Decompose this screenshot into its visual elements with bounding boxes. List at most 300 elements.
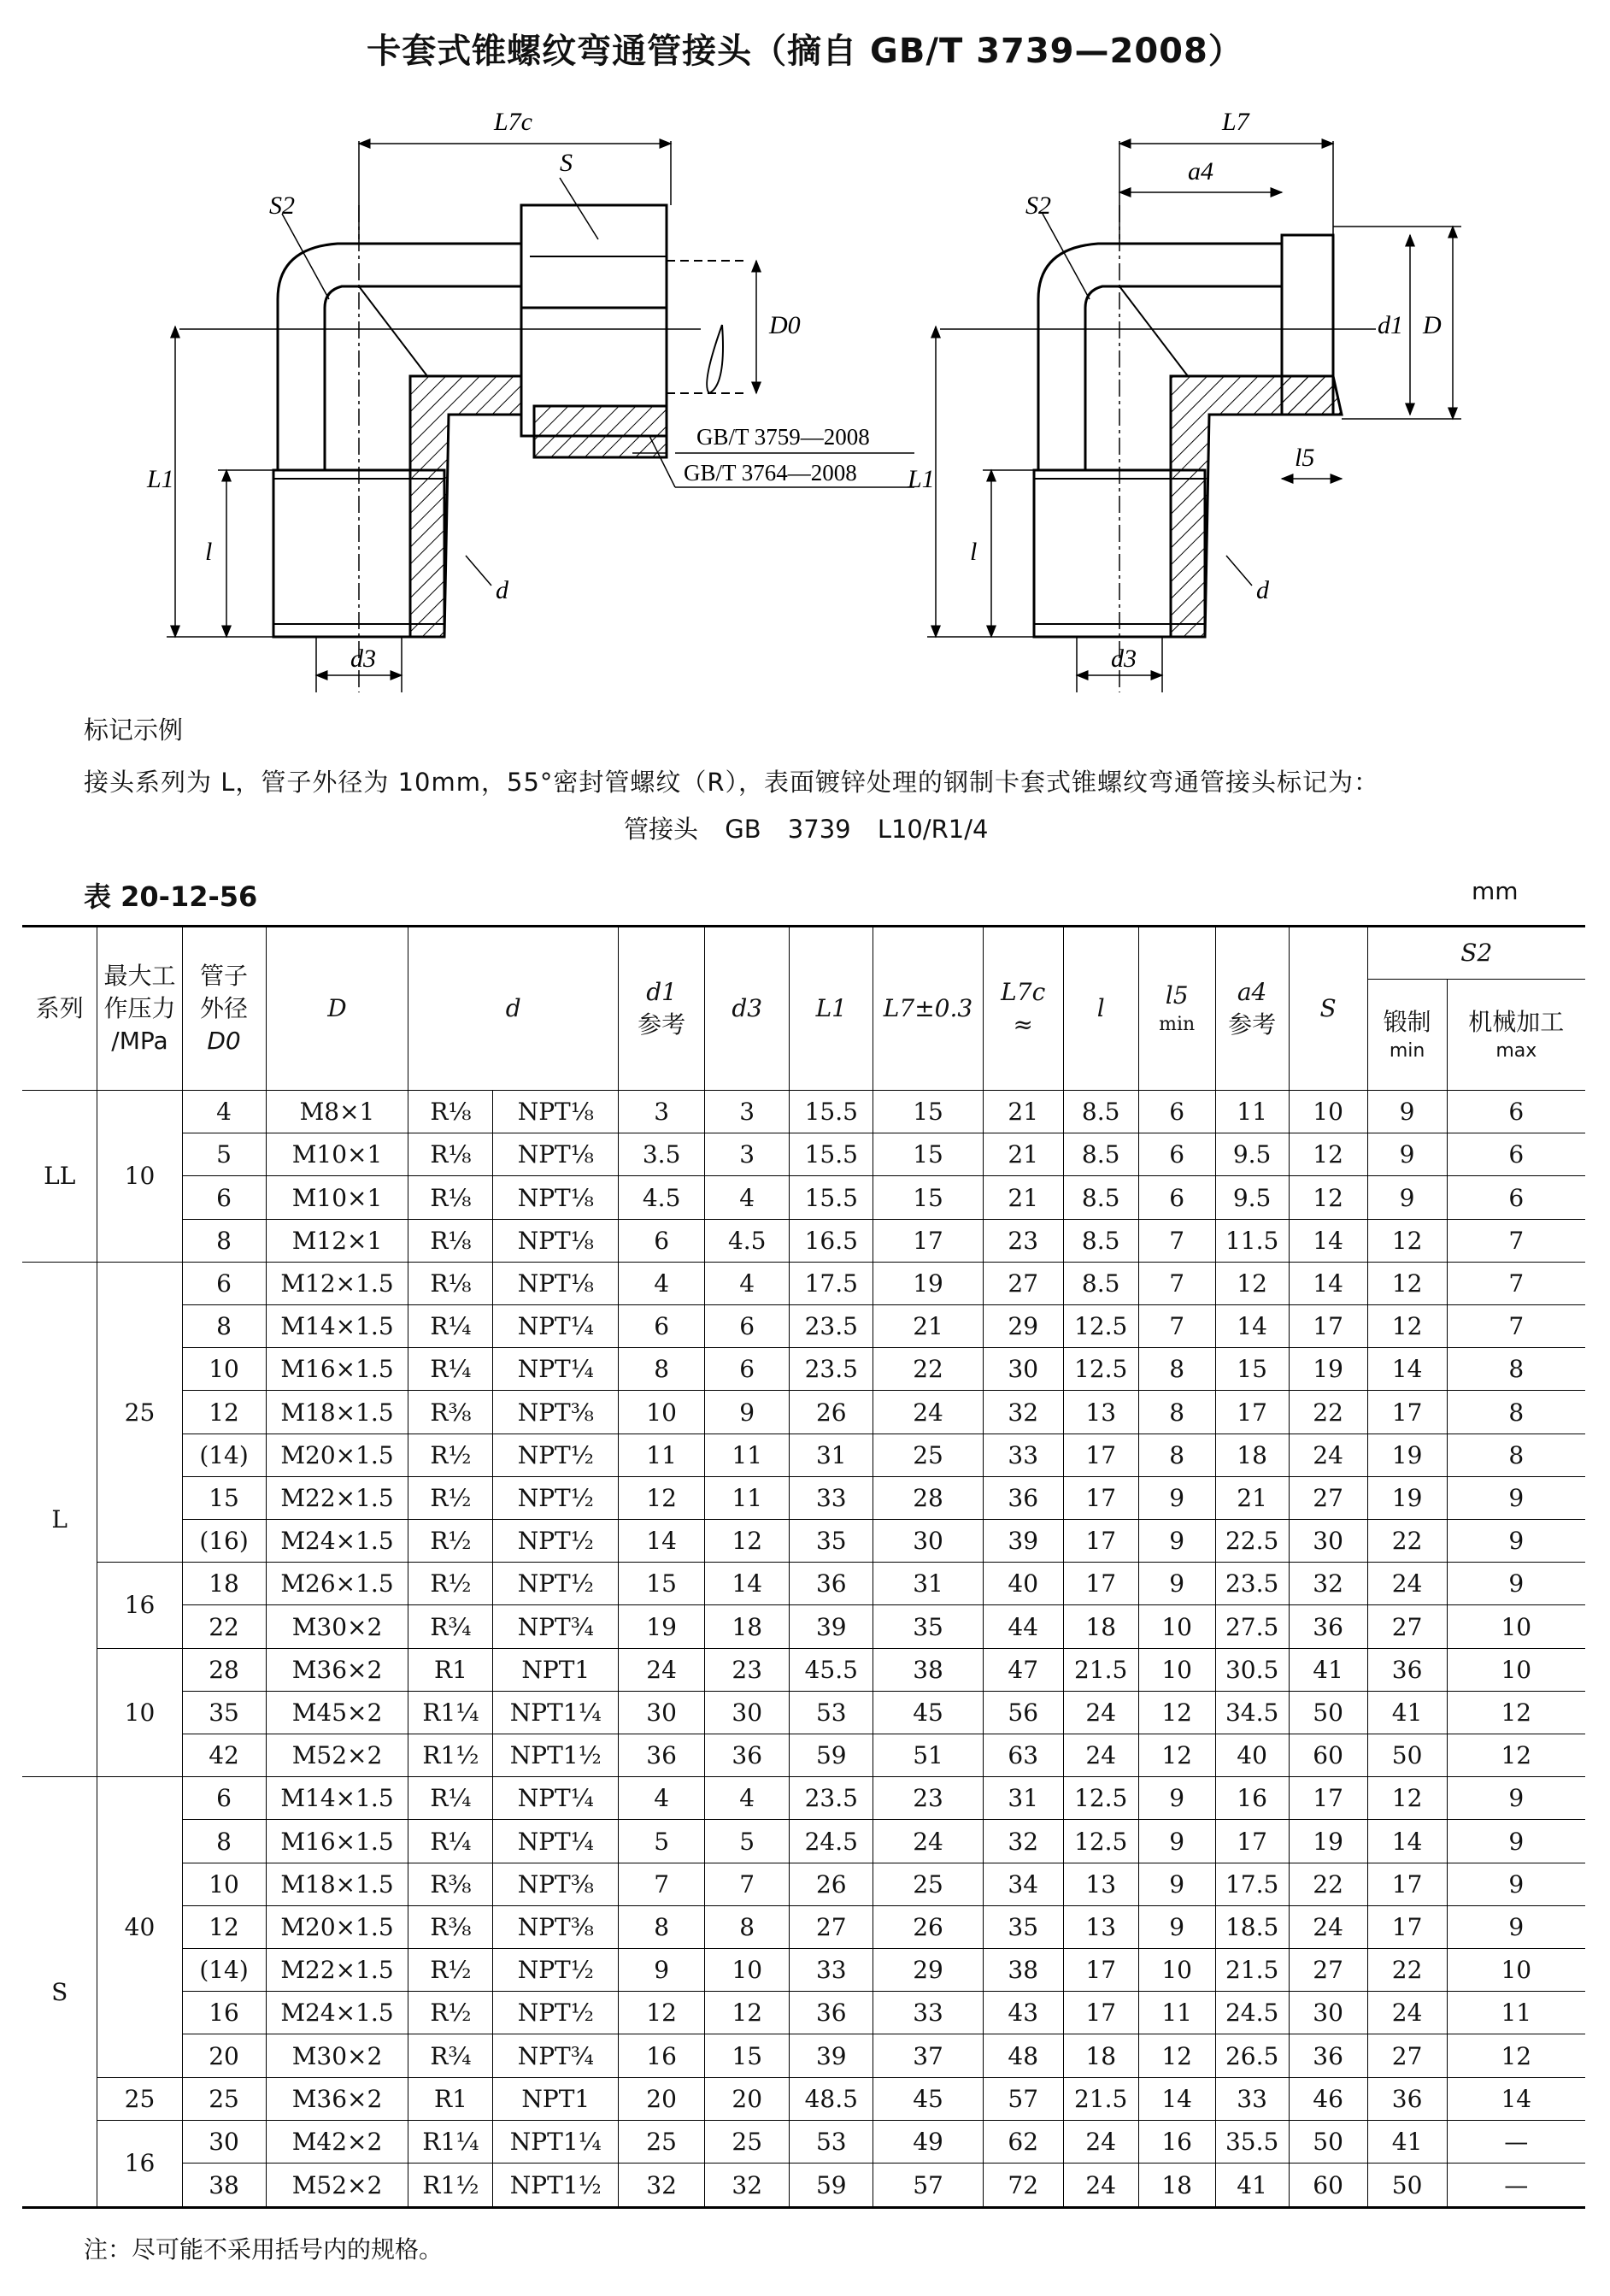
- cell-S: 30: [1289, 1992, 1367, 2034]
- cell-L1: 36: [790, 1992, 873, 2034]
- cell-l: 21.5: [1063, 2077, 1138, 2120]
- label-l7: L7: [1222, 108, 1249, 136]
- cell-d1: 9: [619, 1949, 705, 1992]
- cell-S2_forged: 9: [1367, 1176, 1447, 1219]
- pressure-cell: 25: [97, 1262, 182, 1562]
- cell-L7: 30: [873, 1520, 983, 1563]
- cell-a4: 23.5: [1215, 1563, 1289, 1605]
- cell-L7c: 40: [983, 1563, 1063, 1605]
- cell-a4: 18.5: [1215, 1905, 1289, 1948]
- cell-l5: 10: [1138, 1605, 1215, 1648]
- table-row: [22, 1820, 1585, 1863]
- cell-l: 8.5: [1063, 1176, 1138, 1219]
- cell-l: 12.5: [1063, 1820, 1138, 1863]
- cell-D: M20×1.5: [266, 1905, 408, 1948]
- cell-d_r: R1¼: [408, 1691, 493, 1734]
- cell-od: 5: [182, 1133, 266, 1176]
- table-header: [22, 927, 1585, 1091]
- cell-a4: 41: [1215, 2164, 1289, 2208]
- cell-d_r: R½: [408, 1992, 493, 2034]
- cell-d3: 15: [705, 2034, 790, 2077]
- cell-od: 10: [182, 1348, 266, 1391]
- cell-d_npt: NPT¼: [493, 1820, 619, 1863]
- header-s2-machined: 机械加工 max: [1447, 980, 1585, 1091]
- label-d3-right: d3: [1111, 645, 1137, 673]
- cell-L7c: 21: [983, 1133, 1063, 1176]
- cell-d_npt: NPT⅛: [493, 1176, 619, 1219]
- cell-L1: 23.5: [790, 1305, 873, 1348]
- cell-S: 30: [1289, 1520, 1367, 1563]
- cell-d_npt: NPT¾: [493, 2034, 619, 2077]
- cell-S2_forged: 14: [1367, 1820, 1447, 1863]
- cell-l: 13: [1063, 1391, 1138, 1434]
- cell-d3: 7: [705, 1863, 790, 1905]
- cell-L1: 59: [790, 1734, 873, 1777]
- cell-d_r: R⅜: [408, 1863, 493, 1905]
- cell-L1: 59: [790, 2164, 873, 2208]
- cell-l: 18: [1063, 1605, 1138, 1648]
- header-s2: S2: [1367, 927, 1585, 980]
- table-row: [22, 1176, 1585, 1219]
- cell-d_r: R½: [408, 1949, 493, 1992]
- label-l-right: l: [970, 538, 978, 566]
- cell-a4: 21.5: [1215, 1949, 1289, 1992]
- footnote: 注：尽可能不采用括号内的规格。: [84, 2235, 444, 2264]
- cell-od: 35: [182, 1691, 266, 1734]
- cell-a4: 27.5: [1215, 1605, 1289, 1648]
- cell-d1: 4: [619, 1262, 705, 1304]
- pressure-cell: 10: [97, 1091, 182, 1263]
- cell-L7c: 56: [983, 1691, 1063, 1734]
- cell-S2_machined: 9: [1447, 1777, 1585, 1820]
- cell-S: 24: [1289, 1434, 1367, 1476]
- cell-d_npt: NPT½: [493, 1434, 619, 1476]
- table-row: [22, 2164, 1585, 2208]
- cell-L7c: 21: [983, 1176, 1063, 1219]
- table-row: [22, 1905, 1585, 1948]
- cell-d3: 10: [705, 1949, 790, 1992]
- cell-S2_forged: 19: [1367, 1476, 1447, 1519]
- cell-L7: 45: [873, 1691, 983, 1734]
- cell-L7c: 39: [983, 1520, 1063, 1563]
- cell-od: 16: [182, 1992, 266, 2034]
- label-std-3764: GB/T 3764—2008: [684, 460, 857, 486]
- cell-D: M14×1.5: [266, 1777, 408, 1820]
- cell-l5: 10: [1138, 1949, 1215, 1992]
- cell-l: 24: [1063, 1734, 1138, 1777]
- cell-L7c: 43: [983, 1992, 1063, 2034]
- cell-d_npt: NPT1: [493, 1648, 619, 1691]
- cell-S2_forged: 14: [1367, 1348, 1447, 1391]
- cell-d_npt: NPT¾: [493, 1605, 619, 1648]
- cell-d3: 4: [705, 1262, 790, 1304]
- cell-l5: 12: [1138, 2034, 1215, 2077]
- cell-l5: 9: [1138, 1520, 1215, 1563]
- table-row: [22, 1091, 1585, 1133]
- label-l1-right: L1: [908, 465, 935, 493]
- cell-l: 12.5: [1063, 1348, 1138, 1391]
- cell-S2_forged: 12: [1367, 1305, 1447, 1348]
- cell-od: 8: [182, 1219, 266, 1262]
- cell-a4: 9.5: [1215, 1176, 1289, 1219]
- cell-d_r: R⅜: [408, 1905, 493, 1948]
- cell-L7: 25: [873, 1863, 983, 1905]
- table-body: [22, 1091, 1585, 2208]
- cell-S: 10: [1289, 1091, 1367, 1133]
- cell-S2_machined: 12: [1447, 1691, 1585, 1734]
- cell-l5: 7: [1138, 1305, 1215, 1348]
- header-l5: l5 min: [1138, 927, 1215, 1091]
- cell-L1: 27: [790, 1905, 873, 1948]
- cell-d3: 11: [705, 1476, 790, 1519]
- pressure-cell: 25: [97, 2077, 182, 2120]
- cell-od: 15: [182, 1476, 266, 1519]
- cell-l5: 7: [1138, 1262, 1215, 1304]
- cell-S2_forged: 9: [1367, 1091, 1447, 1133]
- cell-S2_forged: 12: [1367, 1219, 1447, 1262]
- cell-l5: 18: [1138, 2164, 1215, 2208]
- cell-d3: 4: [705, 1176, 790, 1219]
- cell-l: 12.5: [1063, 1777, 1138, 1820]
- cell-d_r: R⅛: [408, 1262, 493, 1304]
- cell-d1: 8: [619, 1905, 705, 1948]
- table-row: [22, 1476, 1585, 1519]
- cell-S2_forged: 27: [1367, 2034, 1447, 2077]
- cell-L1: 31: [790, 1434, 873, 1476]
- table-row: [22, 1520, 1585, 1563]
- cell-l5: 6: [1138, 1133, 1215, 1176]
- table-row: [22, 1133, 1585, 1176]
- label-d3-left: d3: [350, 645, 376, 673]
- cell-l5: 16: [1138, 2120, 1215, 2163]
- header-l: l: [1063, 927, 1138, 1091]
- cell-D: M52×2: [266, 2164, 408, 2208]
- cell-d3: 12: [705, 1992, 790, 2034]
- cell-S: 60: [1289, 2164, 1367, 2208]
- cell-S2_machined: 11: [1447, 1992, 1585, 2034]
- cell-S: 50: [1289, 2120, 1367, 2163]
- cell-a4: 11.5: [1215, 1219, 1289, 1262]
- cell-L1: 26: [790, 1863, 873, 1905]
- cell-l5: 9: [1138, 1905, 1215, 1948]
- cell-L7c: 62: [983, 2120, 1063, 2163]
- cell-L7c: 36: [983, 1476, 1063, 1519]
- cell-L1: 16.5: [790, 1219, 873, 1262]
- cell-d3: 4.5: [705, 1219, 790, 1262]
- label-d1: d1: [1378, 311, 1403, 339]
- cell-l: 17: [1063, 1992, 1138, 2034]
- cell-d1: 12: [619, 1992, 705, 2034]
- right-elbow-drawing: [927, 141, 1461, 692]
- cell-S: 36: [1289, 2034, 1367, 2077]
- cell-D: M22×1.5: [266, 1949, 408, 1992]
- cell-d1: 4: [619, 1777, 705, 1820]
- cell-S: 36: [1289, 1605, 1367, 1648]
- cell-od: (16): [182, 1520, 266, 1563]
- cell-od: 12: [182, 1905, 266, 1948]
- cell-d_r: R¼: [408, 1820, 493, 1863]
- cell-L1: 39: [790, 1605, 873, 1648]
- table-row: [22, 1863, 1585, 1905]
- cell-S2_machined: 6: [1447, 1176, 1585, 1219]
- cell-L1: 33: [790, 1476, 873, 1519]
- cell-l5: 9: [1138, 1820, 1215, 1863]
- cell-S2_forged: 12: [1367, 1262, 1447, 1304]
- cell-l5: 9: [1138, 1777, 1215, 1820]
- cell-L7: 24: [873, 1391, 983, 1434]
- fitting-drawing: [0, 77, 1610, 709]
- cell-S: 14: [1289, 1262, 1367, 1304]
- cell-L7: 23: [873, 1777, 983, 1820]
- cell-S2_forged: 22: [1367, 1949, 1447, 1992]
- cell-d1: 16: [619, 2034, 705, 2077]
- pressure-cell: 16: [97, 1563, 182, 1648]
- cell-d_npt: NPT½: [493, 1949, 619, 1992]
- cell-d_npt: NPT⅛: [493, 1262, 619, 1304]
- table-row: [22, 1348, 1585, 1391]
- cell-a4: 22.5: [1215, 1520, 1289, 1563]
- table-row: [22, 1262, 1585, 1304]
- cell-S: 19: [1289, 1820, 1367, 1863]
- cell-d_r: R1: [408, 1648, 493, 1691]
- cell-a4: 24.5: [1215, 1992, 1289, 2034]
- cell-L1: 24.5: [790, 1820, 873, 1863]
- cell-d1: 36: [619, 1734, 705, 1777]
- cell-D: M30×2: [266, 2034, 408, 2077]
- marking-example-heading: 标记示例: [84, 715, 184, 745]
- spec-table: [22, 925, 1585, 2209]
- cell-d3: 30: [705, 1691, 790, 1734]
- cell-L7: 35: [873, 1605, 983, 1648]
- cell-S2_forged: 19: [1367, 1434, 1447, 1476]
- table-row: [22, 1949, 1585, 1992]
- cell-l5: 12: [1138, 1691, 1215, 1734]
- cell-S2_forged: 17: [1367, 1863, 1447, 1905]
- cell-d3: 8: [705, 1905, 790, 1948]
- pressure-cell: 16: [97, 2120, 182, 2207]
- cell-a4: 34.5: [1215, 1691, 1289, 1734]
- cell-d_r: R¾: [408, 2034, 493, 2077]
- cell-S2_machined: 9: [1447, 1476, 1585, 1519]
- cell-L1: 33: [790, 1949, 873, 1992]
- cell-a4: 30.5: [1215, 1648, 1289, 1691]
- table-row: [22, 1691, 1585, 1734]
- cell-d_r: R½: [408, 1434, 493, 1476]
- label-d-outer: D: [1423, 311, 1442, 339]
- cell-L7: 25: [873, 1434, 983, 1476]
- cell-S: 60: [1289, 1734, 1367, 1777]
- cell-S: 22: [1289, 1391, 1367, 1434]
- cell-l: 8.5: [1063, 1262, 1138, 1304]
- cell-L7: 22: [873, 1348, 983, 1391]
- table-row: [22, 1605, 1585, 1648]
- cell-S2_forged: 27: [1367, 1605, 1447, 1648]
- cell-l: 17: [1063, 1476, 1138, 1519]
- cell-a4: 21: [1215, 1476, 1289, 1519]
- cell-d_npt: NPT½: [493, 1563, 619, 1605]
- cell-a4: 18: [1215, 1434, 1289, 1476]
- cell-L1: 45.5: [790, 1648, 873, 1691]
- cell-d_r: R¾: [408, 1605, 493, 1648]
- cell-d_r: R⅛: [408, 1133, 493, 1176]
- cell-S: 27: [1289, 1949, 1367, 1992]
- unit-label: mm: [1472, 877, 1519, 905]
- header-a4: a4 参考: [1215, 927, 1289, 1091]
- header-l1: L1: [790, 927, 873, 1091]
- cell-S2_machined: 9: [1447, 1820, 1585, 1863]
- cell-l: 13: [1063, 1863, 1138, 1905]
- cell-S: 22: [1289, 1863, 1367, 1905]
- label-d-left: d: [496, 576, 508, 604]
- cell-S2_forged: 17: [1367, 1391, 1447, 1434]
- cell-S2_machined: 10: [1447, 1605, 1585, 1648]
- cell-a4: 14: [1215, 1305, 1289, 1348]
- cell-d1: 3: [619, 1091, 705, 1133]
- header-s2-forged: 锻制 min: [1367, 980, 1447, 1091]
- marking-example-text: 接头系列为 L，管子外径为 10mm，55°密封管螺纹（R），表面镀锌处理的钢制卡套式锥螺纹弯通管接头标记为：: [84, 768, 1380, 797]
- cell-d_npt: NPT1¼: [493, 2120, 619, 2163]
- cell-S2_machined: 7: [1447, 1262, 1585, 1304]
- cell-a4: 17: [1215, 1391, 1289, 1434]
- cell-L7c: 63: [983, 1734, 1063, 1777]
- cell-D: M14×1.5: [266, 1305, 408, 1348]
- cell-d_npt: NPT¼: [493, 1777, 619, 1820]
- cell-S2_machined: 14: [1447, 2077, 1585, 2120]
- cell-d3: 9: [705, 1391, 790, 1434]
- cell-L7c: 34: [983, 1863, 1063, 1905]
- cell-d_r: R½: [408, 1520, 493, 1563]
- cell-L7c: 44: [983, 1605, 1063, 1648]
- label-l5: l5: [1295, 444, 1315, 472]
- cell-d_npt: NPT½: [493, 1520, 619, 1563]
- cell-a4: 17.5: [1215, 1863, 1289, 1905]
- marking-example-code: 管接头 GB 3739 L10/R1/4: [624, 815, 989, 844]
- cell-d_npt: NPT¼: [493, 1305, 619, 1348]
- cell-L1: 17.5: [790, 1262, 873, 1304]
- table-row: [22, 1434, 1585, 1476]
- cell-l5: 9: [1138, 1563, 1215, 1605]
- cell-S2_forged: 24: [1367, 1563, 1447, 1605]
- cell-S: 14: [1289, 1219, 1367, 1262]
- series-cell: LL: [22, 1091, 97, 1263]
- cell-D: M12×1.5: [266, 1262, 408, 1304]
- cell-D: M8×1: [266, 1091, 408, 1133]
- cell-L7c: 57: [983, 2077, 1063, 2120]
- cell-L7: 33: [873, 1992, 983, 2034]
- cell-a4: 33: [1215, 2077, 1289, 2120]
- cell-od: 30: [182, 2120, 266, 2163]
- cell-d3: 36: [705, 1734, 790, 1777]
- cell-L7: 57: [873, 2164, 983, 2208]
- cell-d_r: R⅜: [408, 1391, 493, 1434]
- cell-S: 24: [1289, 1905, 1367, 1948]
- cell-L7c: 35: [983, 1905, 1063, 1948]
- cell-d_npt: NPT¼: [493, 1348, 619, 1391]
- cell-S2_forged: 12: [1367, 1777, 1447, 1820]
- cell-L7: 17: [873, 1219, 983, 1262]
- cell-d3: 11: [705, 1434, 790, 1476]
- cell-d_npt: NPT1: [493, 2077, 619, 2120]
- cell-l: 13: [1063, 1905, 1138, 1948]
- cell-d3: 4: [705, 1777, 790, 1820]
- cell-L7c: 30: [983, 1348, 1063, 1391]
- cell-l5: 6: [1138, 1176, 1215, 1219]
- cell-d1: 15: [619, 1563, 705, 1605]
- cell-l5: 8: [1138, 1348, 1215, 1391]
- cell-od: 4: [182, 1091, 266, 1133]
- cell-D: M18×1.5: [266, 1391, 408, 1434]
- cell-L7: 28: [873, 1476, 983, 1519]
- cell-d3: 5: [705, 1820, 790, 1863]
- cell-l: 24: [1063, 2164, 1138, 2208]
- cell-S2_machined: 7: [1447, 1219, 1585, 1262]
- cell-S2_machined: 9: [1447, 1563, 1585, 1605]
- cell-d1: 30: [619, 1691, 705, 1734]
- cell-d3: 23: [705, 1648, 790, 1691]
- table-row: [22, 1648, 1585, 1691]
- cell-L7c: 23: [983, 1219, 1063, 1262]
- cell-S2_machined: 10: [1447, 1648, 1585, 1691]
- cell-d_r: R1½: [408, 1734, 493, 1777]
- cell-d_npt: NPT⅜: [493, 1905, 619, 1948]
- cell-S2_machined: 9: [1447, 1863, 1585, 1905]
- cell-d1: 6: [619, 1305, 705, 1348]
- cell-d3: 3: [705, 1133, 790, 1176]
- cell-od: 22: [182, 1605, 266, 1648]
- cell-d1: 3.5: [619, 1133, 705, 1176]
- cell-L7c: 33: [983, 1434, 1063, 1476]
- cell-S: 41: [1289, 1648, 1367, 1691]
- cell-l5: 10: [1138, 1648, 1215, 1691]
- cell-S2_machined: 6: [1447, 1133, 1585, 1176]
- cell-od: 6: [182, 1262, 266, 1304]
- cell-S2_machined: 10: [1447, 1949, 1585, 1992]
- cell-D: M36×2: [266, 2077, 408, 2120]
- cell-d_r: R½: [408, 1563, 493, 1605]
- cell-d1: 19: [619, 1605, 705, 1648]
- header-d1: d1 参考: [619, 927, 705, 1091]
- cell-L7: 21: [873, 1305, 983, 1348]
- label-l7c: L7c: [494, 108, 532, 136]
- cell-od: 28: [182, 1648, 266, 1691]
- cell-L1: 26: [790, 1391, 873, 1434]
- cell-D: M45×2: [266, 1691, 408, 1734]
- cell-l: 12.5: [1063, 1305, 1138, 1348]
- cell-d3: 20: [705, 2077, 790, 2120]
- cell-d1: 12: [619, 1476, 705, 1519]
- cell-S2_forged: 22: [1367, 1520, 1447, 1563]
- cell-S: 32: [1289, 1563, 1367, 1605]
- table-row: [22, 1219, 1585, 1262]
- cell-d_r: R⅛: [408, 1091, 493, 1133]
- cell-d1: 11: [619, 1434, 705, 1476]
- cell-d_r: R⅛: [408, 1219, 493, 1262]
- cell-L7c: 29: [983, 1305, 1063, 1348]
- cell-od: 38: [182, 2164, 266, 2208]
- cell-L7: 31: [873, 1563, 983, 1605]
- cell-S: 17: [1289, 1305, 1367, 1348]
- cell-d1: 7: [619, 1863, 705, 1905]
- cell-L7: 51: [873, 1734, 983, 1777]
- cell-od: 6: [182, 1777, 266, 1820]
- cell-L7c: 47: [983, 1648, 1063, 1691]
- cell-a4: 40: [1215, 1734, 1289, 1777]
- cell-D: M16×1.5: [266, 1348, 408, 1391]
- cell-L7: 15: [873, 1133, 983, 1176]
- cell-S2_machined: 12: [1447, 2034, 1585, 2077]
- header-d: d: [408, 927, 619, 1091]
- cell-L1: 15.5: [790, 1133, 873, 1176]
